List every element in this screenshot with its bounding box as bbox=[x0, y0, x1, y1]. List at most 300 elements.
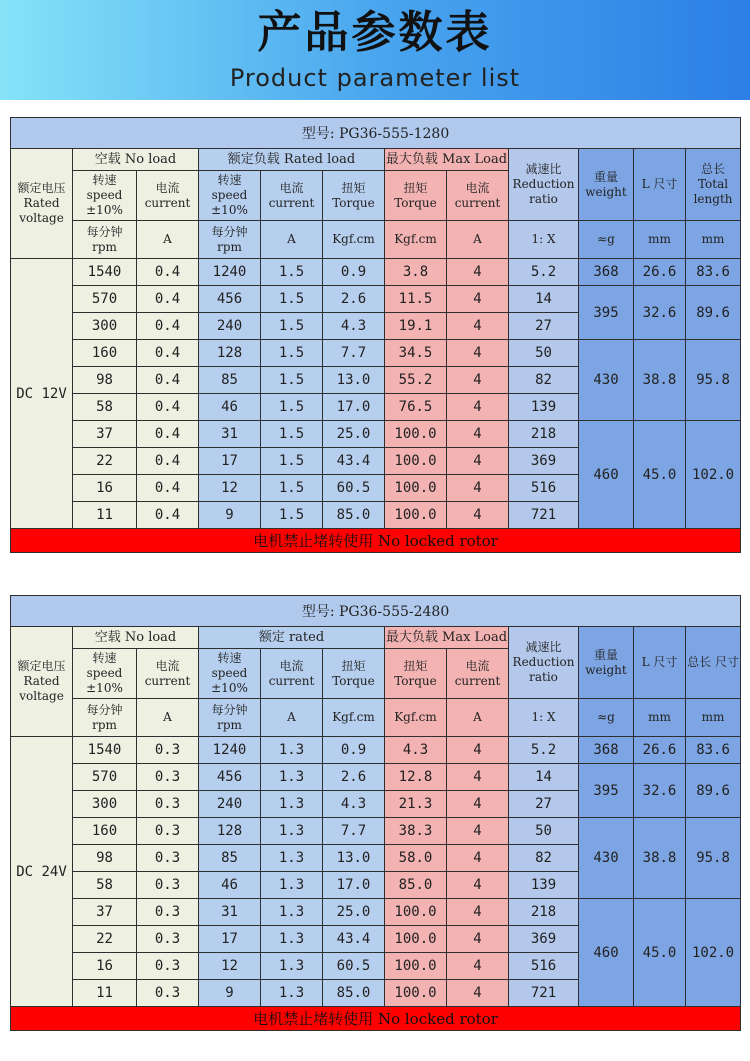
total-length-cell bbox=[686, 764, 741, 818]
max-torque-header bbox=[385, 649, 447, 699]
data-cell bbox=[137, 818, 199, 845]
data-cell-text: 1240 bbox=[212, 264, 247, 280]
ratio-header-text: 减速比 Reduction ratio bbox=[512, 640, 575, 684]
data-cell-text: 369 bbox=[530, 453, 557, 469]
data-cell-text: 1.3 bbox=[278, 769, 305, 785]
data-cell-text: 0.4 bbox=[154, 399, 181, 415]
data-cell-text: 85.0 bbox=[398, 877, 433, 893]
data-cell bbox=[199, 421, 261, 448]
data-cell-text: 0.4 bbox=[154, 453, 181, 469]
data-cell-text: 1.3 bbox=[278, 850, 305, 866]
data-cell-text: 1.3 bbox=[278, 742, 305, 758]
weight-header bbox=[579, 627, 634, 699]
unit-cell bbox=[686, 221, 741, 259]
data-cell bbox=[385, 313, 447, 340]
data-cell bbox=[137, 421, 199, 448]
data-cell bbox=[385, 502, 447, 529]
unit-cell-text: 1: X bbox=[531, 710, 556, 724]
rated-load-header bbox=[199, 149, 385, 171]
total-length-cell-text: 83.6 bbox=[696, 264, 730, 280]
page-header bbox=[0, 0, 750, 100]
table-row bbox=[11, 764, 741, 791]
max-load-header bbox=[385, 149, 509, 171]
rated-voltage-header-text: 额定电压 Rated voltage bbox=[17, 181, 66, 225]
data-cell bbox=[447, 340, 509, 367]
rated-torque-header bbox=[323, 171, 385, 221]
data-cell-text: 4 bbox=[473, 877, 482, 893]
data-cell bbox=[509, 764, 579, 791]
rated-current-header-text: 电流 current bbox=[268, 658, 315, 688]
rated-voltage-header bbox=[11, 149, 73, 259]
weight-cell-text: 368 bbox=[593, 742, 619, 758]
data-cell-text: 1.5 bbox=[278, 480, 305, 496]
total-length-cell bbox=[686, 737, 741, 764]
data-cell bbox=[385, 980, 447, 1007]
data-cell-text: 4 bbox=[473, 480, 482, 496]
no-load-speed-header bbox=[73, 171, 137, 221]
data-cell bbox=[73, 845, 137, 872]
data-cell bbox=[385, 953, 447, 980]
data-cell bbox=[323, 448, 385, 475]
data-cell bbox=[261, 845, 323, 872]
data-cell bbox=[261, 926, 323, 953]
table-row bbox=[11, 421, 741, 448]
data-cell-text: 0.3 bbox=[154, 877, 181, 893]
param-table-1 bbox=[10, 117, 741, 553]
data-cell-text: 98 bbox=[96, 850, 113, 866]
data-cell bbox=[509, 926, 579, 953]
data-cell bbox=[199, 791, 261, 818]
unit-cell bbox=[199, 221, 261, 259]
length-l-cell bbox=[634, 286, 686, 340]
data-cell bbox=[385, 764, 447, 791]
no-load-speed-header-text: 转速 speed ±10% bbox=[86, 173, 123, 217]
weight-cell bbox=[579, 421, 634, 529]
data-cell bbox=[199, 259, 261, 286]
data-cell-text: 100.0 bbox=[394, 985, 437, 1001]
unit-cell-text: mm bbox=[701, 232, 725, 246]
data-cell-text: 50 bbox=[535, 345, 552, 361]
voltage-value-text: DC 24V bbox=[16, 863, 67, 880]
unit-cell bbox=[579, 699, 634, 737]
data-cell bbox=[199, 286, 261, 313]
rated-torque-header bbox=[323, 649, 385, 699]
data-cell bbox=[199, 448, 261, 475]
model-title bbox=[11, 596, 741, 627]
table-row bbox=[11, 899, 741, 926]
total-length-cell bbox=[686, 421, 741, 529]
data-cell bbox=[323, 899, 385, 926]
data-cell-text: 240 bbox=[216, 796, 243, 812]
data-cell-text: 456 bbox=[216, 291, 243, 307]
data-cell bbox=[447, 953, 509, 980]
data-cell-text: 128 bbox=[216, 823, 243, 839]
unit-cell bbox=[323, 699, 385, 737]
unit-cell bbox=[385, 221, 447, 259]
data-cell bbox=[509, 394, 579, 421]
rated-torque-header-text: 扭矩 Torque bbox=[332, 658, 375, 688]
length-l-cell-text: 38.8 bbox=[642, 850, 677, 866]
data-cell-text: 1.5 bbox=[278, 318, 305, 334]
unit-cell bbox=[137, 699, 199, 737]
data-cell-text: 100.0 bbox=[394, 958, 437, 974]
data-cell bbox=[385, 367, 447, 394]
data-cell bbox=[137, 845, 199, 872]
data-cell bbox=[385, 791, 447, 818]
data-cell bbox=[323, 286, 385, 313]
model-title bbox=[11, 118, 741, 149]
data-cell-text: 1540 bbox=[87, 264, 122, 280]
data-cell-text: 55.2 bbox=[398, 372, 433, 388]
length-l-header-text: L 尺寸 bbox=[641, 177, 678, 191]
weight-cell-text: 395 bbox=[593, 782, 619, 799]
unit-cell-text: Kgf.cm bbox=[394, 232, 437, 246]
data-cell bbox=[385, 926, 447, 953]
data-cell bbox=[509, 475, 579, 502]
unit-cell-text: A bbox=[287, 710, 296, 724]
data-cell bbox=[73, 818, 137, 845]
weight-cell-text: 430 bbox=[593, 372, 619, 388]
data-cell bbox=[73, 421, 137, 448]
data-cell bbox=[509, 313, 579, 340]
data-cell bbox=[509, 502, 579, 529]
data-cell bbox=[137, 394, 199, 421]
data-cell-text: 300 bbox=[91, 796, 118, 812]
unit-cell bbox=[579, 221, 634, 259]
voltage-value bbox=[11, 259, 73, 529]
unit-cell-text: mm bbox=[701, 710, 725, 724]
data-cell-text: 1.3 bbox=[278, 931, 305, 947]
data-cell-text: 1.3 bbox=[278, 904, 305, 920]
total-length-cell-text: 83.6 bbox=[696, 742, 730, 758]
data-cell bbox=[261, 394, 323, 421]
data-cell bbox=[73, 737, 137, 764]
data-cell bbox=[73, 872, 137, 899]
data-cell bbox=[261, 367, 323, 394]
unit-cell-text: 1: X bbox=[531, 232, 556, 246]
data-cell bbox=[137, 872, 199, 899]
data-cell bbox=[323, 502, 385, 529]
unit-cell-text: Kgf.cm bbox=[332, 710, 375, 724]
rated-torque-header-text: 扭矩 Torque bbox=[332, 180, 375, 210]
data-cell-text: 1.3 bbox=[278, 985, 305, 1001]
total-length-cell-text: 95.8 bbox=[696, 372, 730, 388]
data-cell-text: 1.5 bbox=[278, 426, 305, 442]
data-cell bbox=[447, 818, 509, 845]
data-cell-text: 85.0 bbox=[336, 985, 371, 1001]
no-load-header-text: 空载 No load bbox=[94, 629, 177, 645]
unit-cell bbox=[634, 221, 686, 259]
data-cell-text: 160 bbox=[91, 345, 118, 361]
data-cell bbox=[199, 926, 261, 953]
data-cell-text: 456 bbox=[216, 769, 243, 785]
unit-cell-text: Kgf.cm bbox=[332, 232, 375, 246]
data-cell bbox=[509, 953, 579, 980]
voltage-value bbox=[11, 737, 73, 1007]
data-cell-text: 1.5 bbox=[278, 264, 305, 280]
data-cell bbox=[261, 818, 323, 845]
data-cell-text: 4 bbox=[473, 823, 482, 839]
data-cell bbox=[73, 899, 137, 926]
data-cell bbox=[323, 980, 385, 1007]
max-current-header bbox=[447, 171, 509, 221]
data-cell bbox=[447, 845, 509, 872]
data-cell-text: 0.9 bbox=[340, 742, 367, 758]
unit-cell-text: mm bbox=[648, 232, 671, 246]
data-cell-text: 21.3 bbox=[398, 796, 433, 812]
data-cell-text: 82 bbox=[535, 850, 552, 866]
data-cell bbox=[261, 259, 323, 286]
data-cell bbox=[385, 421, 447, 448]
weight-cell bbox=[579, 899, 634, 1007]
data-cell bbox=[323, 926, 385, 953]
data-cell bbox=[447, 502, 509, 529]
data-cell-text: 12 bbox=[221, 958, 238, 974]
unit-cell-text: A bbox=[287, 232, 296, 246]
data-cell bbox=[323, 313, 385, 340]
table-row bbox=[11, 737, 741, 764]
data-cell bbox=[261, 448, 323, 475]
total-length-header-text: 总长 尺寸 bbox=[687, 655, 739, 669]
unit-cell-text: Kgf.cm bbox=[394, 710, 437, 724]
data-cell bbox=[199, 340, 261, 367]
data-cell bbox=[73, 980, 137, 1007]
data-cell bbox=[509, 367, 579, 394]
data-cell-text: 60.5 bbox=[336, 958, 371, 974]
data-cell-text: 218 bbox=[530, 904, 557, 920]
weight-cell-text: 430 bbox=[593, 850, 619, 866]
data-cell-text: 46 bbox=[221, 399, 238, 415]
data-cell bbox=[323, 421, 385, 448]
unit-cell-text: 每分钟 rpm bbox=[86, 702, 123, 732]
no-load-current-header bbox=[137, 171, 199, 221]
data-cell-text: 100.0 bbox=[394, 426, 437, 442]
data-cell-text: 17 bbox=[221, 931, 238, 947]
unit-cell bbox=[447, 699, 509, 737]
data-cell bbox=[199, 764, 261, 791]
rated-load-header-text: 额定负载 Rated load bbox=[227, 151, 356, 167]
data-cell-text: 0.3 bbox=[154, 958, 181, 974]
data-cell bbox=[73, 953, 137, 980]
data-cell-text: 1.5 bbox=[278, 453, 305, 469]
no-load-header-text: 空载 No load bbox=[94, 151, 177, 167]
data-cell bbox=[509, 448, 579, 475]
data-cell-text: 100.0 bbox=[394, 480, 437, 496]
data-cell-text: 0.3 bbox=[154, 985, 181, 1001]
data-cell bbox=[199, 872, 261, 899]
data-cell bbox=[509, 845, 579, 872]
data-cell bbox=[385, 475, 447, 502]
data-cell-text: 17 bbox=[221, 453, 238, 469]
data-cell bbox=[447, 791, 509, 818]
rated-speed-header bbox=[199, 649, 261, 699]
weight-cell-text: 460 bbox=[593, 944, 619, 961]
data-cell bbox=[447, 475, 509, 502]
data-cell-text: 721 bbox=[530, 507, 557, 523]
data-cell bbox=[137, 980, 199, 1007]
data-cell bbox=[137, 313, 199, 340]
data-cell-text: 58 bbox=[96, 399, 113, 415]
data-cell-text: 4 bbox=[473, 372, 482, 388]
no-load-speed-header bbox=[73, 649, 137, 699]
data-cell-text: 0.9 bbox=[340, 264, 367, 280]
data-cell bbox=[261, 340, 323, 367]
data-cell-text: 128 bbox=[216, 345, 243, 361]
data-cell bbox=[447, 764, 509, 791]
data-cell-text: 4 bbox=[473, 742, 482, 758]
length-l-cell-text: 38.8 bbox=[642, 372, 677, 388]
total-length-header bbox=[686, 149, 741, 221]
unit-cell bbox=[686, 699, 741, 737]
weight-cell bbox=[579, 737, 634, 764]
data-cell bbox=[137, 953, 199, 980]
data-cell bbox=[137, 502, 199, 529]
unit-cell bbox=[261, 221, 323, 259]
data-cell bbox=[447, 926, 509, 953]
data-cell-text: 4 bbox=[473, 904, 482, 920]
unit-cell-text: ≈g bbox=[597, 710, 615, 724]
data-cell-text: 16 bbox=[96, 958, 113, 974]
data-cell bbox=[447, 737, 509, 764]
total-length-cell-text: 102.0 bbox=[691, 466, 735, 483]
data-cell bbox=[447, 286, 509, 313]
data-cell bbox=[385, 872, 447, 899]
data-cell-text: 0.3 bbox=[154, 904, 181, 920]
data-cell bbox=[261, 764, 323, 791]
data-cell bbox=[385, 737, 447, 764]
data-cell-text: 31 bbox=[221, 426, 238, 442]
unit-cell-text: 每分钟 rpm bbox=[86, 224, 123, 254]
max-current-header-text: 电流 current bbox=[454, 658, 501, 688]
data-cell bbox=[323, 259, 385, 286]
data-cell bbox=[137, 737, 199, 764]
unit-cell bbox=[199, 699, 261, 737]
max-current-header bbox=[447, 649, 509, 699]
voltage-value-text: DC 12V bbox=[16, 385, 67, 402]
data-cell bbox=[447, 899, 509, 926]
data-cell bbox=[447, 421, 509, 448]
data-cell bbox=[199, 980, 261, 1007]
data-cell bbox=[73, 394, 137, 421]
data-cell-text: 50 bbox=[535, 823, 552, 839]
data-cell bbox=[447, 980, 509, 1007]
data-cell-text: 82 bbox=[535, 372, 552, 388]
total-length-header bbox=[686, 627, 741, 699]
data-cell bbox=[261, 980, 323, 1007]
data-cell bbox=[323, 845, 385, 872]
data-cell-text: 0.4 bbox=[154, 372, 181, 388]
data-cell-text: 4 bbox=[473, 985, 482, 1001]
data-cell bbox=[385, 340, 447, 367]
data-cell-text: 37 bbox=[96, 904, 113, 920]
rated-load-header bbox=[199, 627, 385, 649]
data-cell bbox=[73, 791, 137, 818]
data-cell bbox=[73, 926, 137, 953]
data-cell bbox=[261, 899, 323, 926]
no-locked-rotor-warning-text: 电机禁止堵转使用 No locked rotor bbox=[253, 1010, 498, 1028]
length-l-cell bbox=[634, 421, 686, 529]
data-cell-text: 11 bbox=[96, 985, 113, 1001]
total-length-cell-text: 102.0 bbox=[691, 944, 735, 961]
data-cell bbox=[323, 764, 385, 791]
table-row bbox=[11, 340, 741, 367]
length-l-cell-text: 26.6 bbox=[642, 264, 677, 280]
data-cell-text: 4 bbox=[473, 345, 482, 361]
data-cell-text: 13.0 bbox=[336, 372, 371, 388]
data-cell bbox=[509, 791, 579, 818]
data-cell-text: 58.0 bbox=[398, 850, 433, 866]
data-cell-text: 17.0 bbox=[336, 877, 371, 893]
data-cell bbox=[323, 791, 385, 818]
data-cell bbox=[323, 818, 385, 845]
data-cell-text: 0.4 bbox=[154, 291, 181, 307]
data-cell bbox=[509, 737, 579, 764]
rated-speed-header bbox=[199, 171, 261, 221]
max-torque-header-text: 扭矩 Torque bbox=[394, 180, 437, 210]
data-cell bbox=[199, 737, 261, 764]
unit-cell bbox=[73, 221, 137, 259]
weight-cell-text: 395 bbox=[593, 304, 619, 321]
data-cell bbox=[385, 818, 447, 845]
data-cell-text: 1.5 bbox=[278, 399, 305, 415]
data-cell-text: 60.5 bbox=[336, 480, 371, 496]
data-cell bbox=[137, 764, 199, 791]
data-cell bbox=[323, 737, 385, 764]
data-cell bbox=[73, 448, 137, 475]
data-cell-text: 85 bbox=[221, 850, 238, 866]
data-cell-text: 13.0 bbox=[336, 850, 371, 866]
data-cell-text: 7.7 bbox=[340, 345, 367, 361]
rated-speed-header-text: 转速 speed ±10% bbox=[211, 651, 248, 695]
unit-cell bbox=[634, 699, 686, 737]
data-cell-text: 240 bbox=[216, 318, 243, 334]
data-cell-text: 22 bbox=[96, 453, 113, 469]
data-cell-text: 11 bbox=[96, 507, 113, 523]
page-subtitle: Product parameter list bbox=[229, 64, 521, 92]
data-cell-text: 100.0 bbox=[394, 931, 437, 947]
length-l-cell bbox=[634, 818, 686, 899]
weight-cell bbox=[579, 818, 634, 899]
data-cell bbox=[137, 286, 199, 313]
data-cell-text: 27 bbox=[535, 796, 552, 812]
weight-header-text: 重量 weight bbox=[585, 169, 627, 199]
data-cell-text: 1.5 bbox=[278, 291, 305, 307]
data-cell bbox=[447, 367, 509, 394]
total-length-cell-text: 95.8 bbox=[696, 850, 730, 866]
data-cell-text: 300 bbox=[91, 318, 118, 334]
unit-cell-text: A bbox=[163, 232, 172, 246]
unit-cell bbox=[509, 699, 579, 737]
data-cell-text: 9 bbox=[225, 985, 234, 1001]
data-cell bbox=[261, 872, 323, 899]
data-cell bbox=[509, 980, 579, 1007]
length-l-cell bbox=[634, 764, 686, 818]
table-row bbox=[11, 818, 741, 845]
data-cell-text: 0.4 bbox=[154, 480, 181, 496]
data-cell-text: 98 bbox=[96, 372, 113, 388]
data-cell bbox=[137, 340, 199, 367]
data-cell-text: 46 bbox=[221, 877, 238, 893]
data-cell-text: 100.0 bbox=[394, 904, 437, 920]
data-cell-text: 0.3 bbox=[154, 850, 181, 866]
data-cell bbox=[199, 953, 261, 980]
unit-cell-text: ≈g bbox=[597, 232, 615, 246]
unit-cell-text: 每分钟 rpm bbox=[211, 224, 248, 254]
data-cell-text: 1240 bbox=[212, 742, 247, 758]
data-cell bbox=[509, 818, 579, 845]
no-locked-rotor-warning-text: 电机禁止堵转使用 No locked rotor bbox=[253, 532, 498, 550]
data-cell bbox=[385, 394, 447, 421]
